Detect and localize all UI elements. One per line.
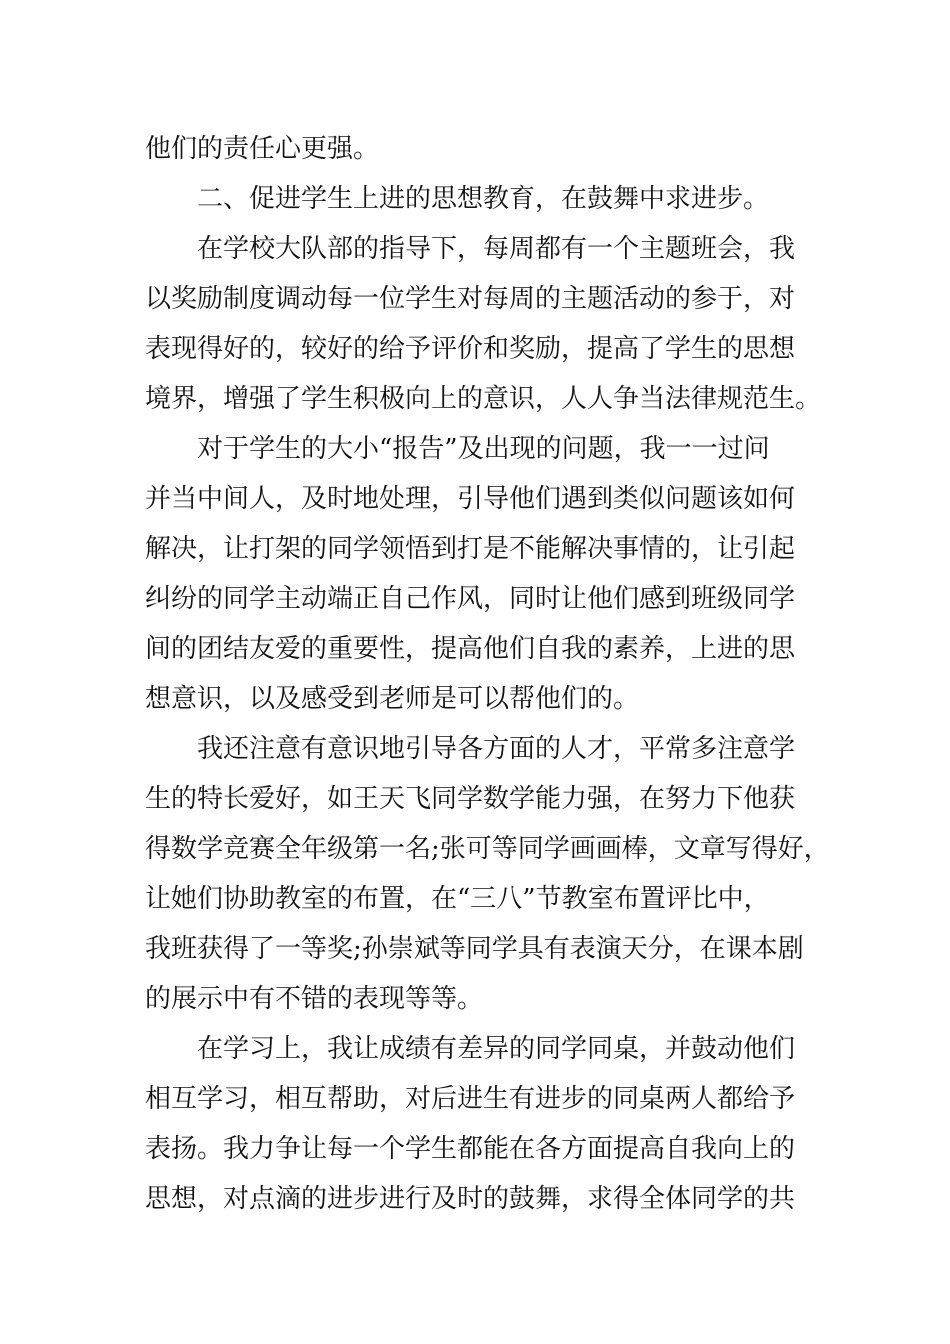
text-line: 相互学习，相互帮助，对后进生有进步的同桌两人都给予	[145, 1084, 796, 1114]
text-line: 表现得好的，较好的给予评价和奖励，提高了学生的思想	[145, 334, 796, 364]
text-line: 在学习上，我让成绩有差异的同学同桌，并鼓动他们	[197, 1034, 796, 1064]
text-line: 我还注意有意识地引导各方面的人才，平常多注意学	[197, 734, 796, 764]
text-line: 并当中间人，及时地处理，引导他们遇到类似问题该如何	[145, 484, 796, 514]
text-line: 我班获得了一等奖;孙崇斌等同学具有表演天分，在课本剧	[145, 934, 804, 964]
text-line: 表扬。我力争让每一个学生都能在各方面提高自我向上的	[145, 1134, 796, 1164]
text-line: 以奖励制度调动每一位学生对每周的主题活动的参于，对	[145, 284, 796, 314]
text-line: 思想，对点滴的进步进行及时的鼓舞，求得全体同学的共	[145, 1184, 796, 1214]
text-line: 境界，增强了学生积极向上的意识，人人争当法律规范生。	[145, 384, 822, 414]
section-heading: 二、促进学生上进的思想教育，在鼓舞中求进步。	[197, 184, 770, 214]
text-line: 纠纷的同学主动端正自己作风，同时让他们感到班级同学	[145, 584, 796, 614]
text-line: 得数学竞赛全年级第一名;张可等同学画画棒，文章写得好，	[145, 834, 830, 864]
text-line: 对于学生的大小“报告”及出现的问题，我一一过问	[197, 434, 770, 464]
text-line: 生的特长爱好，如王天飞同学数学能力强，在努力下他获	[145, 784, 796, 814]
text-line: 他们的责任心更强。	[145, 134, 380, 164]
text-line: 让她们协助教室的布置，在“三八”节教室布置评比中，	[145, 884, 770, 914]
text-line: 间的团结友爱的重要性，提高他们自我的素养，上进的思	[145, 634, 796, 664]
document-body	[145, 124, 830, 1224]
text-line: 在学校大队部的指导下，每周都有一个主题班会，我	[197, 234, 796, 264]
text-line: 的展示中有不错的表现等等。	[145, 984, 484, 1014]
text-line: 想意识，以及感受到老师是可以帮他们的。	[145, 684, 640, 714]
text-line: 解决，让打架的同学领悟到打是不能解决事情的，让引起	[145, 534, 796, 564]
